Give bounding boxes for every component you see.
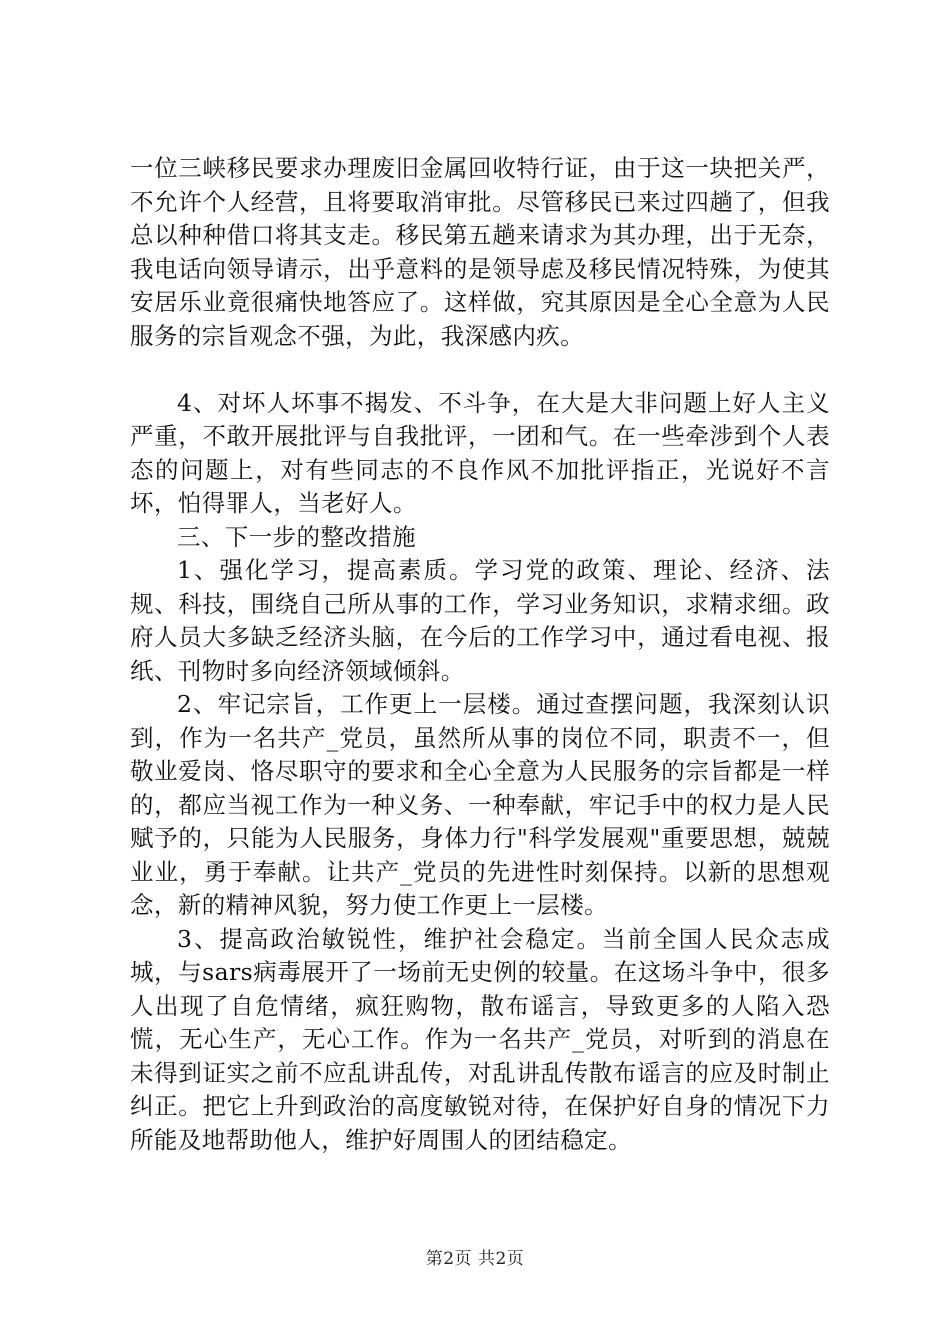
paragraph-measure-1: 1、强化学习，提高素质。学习党的政策、理论、经济、法规、科技，围绕自己所从事的工作，学习业务知识，求精求细。政府人员大多缺乏经济头脑，在今后的工作学习中，通过看电视、报纸、刊物时多向经济领域倾斜。 xyxy=(130,556,830,685)
paragraph-item-4: 4、对坏人坏事不揭发、不斗争，在大是大非问题上好人主义严重，不敢开展批评与自我批评，一团和气。在一些牵涉到个人表态的问题上，对有些同志的不良作风不加批评指正，光说好不言坏，怕得罪人，当老好人。 xyxy=(130,388,830,517)
page-footer: 第2页 共2页 xyxy=(425,1249,525,1269)
paragraph-continuation: 一位三峡移民要求办理废旧金属回收特行证，由于这一块把关严，不允许个人经营，且将要取消审批。尽管移民已来过四趟了，但我总以种种借口将其支走。移民第五趟来请求为其办理，出于无奈，我电话向领导请示，出乎意料的是领导虑及移民情况特殊，为使其安居乐业竟很痛快地答应了。这样做，究其原因是全心全意为人民服务的宗旨观念不强，为此，我深感内疚。 xyxy=(130,154,830,350)
document-body xyxy=(130,152,830,1157)
section-heading: 三、下一步的整改措施 xyxy=(177,522,416,551)
paragraph-measure-2: 2、牢记宗旨，工作更上一层楼。通过查摆问题，我深刻认识到，作为一名共产_党员，虽然所从事的岗位不同，职责不一，但敬业爱岗、恪尽职守的要求和全心全意为人民服务的宗旨都是一样的，都应当视工作为一种义务、一种奉献，牢记手中的权力是人民赋予的，只能为人民服务，身体力行"科学发展观"重要思想，兢兢业业，勇于奉献。让共产_党员的先进性时刻保持。以新的思想观念，新的精神风貌，努力使工作更上一层楼。 xyxy=(130,690,830,919)
paragraph-measure-3: 3、提高政治敏锐性，维护社会稳定。当前全国人民众志成城，与sars病毒展开了一场前无史例的较量。在这场斗争中，很多人出现了自危情绪，疯狂购物，散布谣言，导致更多的人陷入恐慌，无心生产，无心工作。作为一名共产_党员，对听到的消息在未得到证实之前不应乱讲乱传，对乱讲乱传散布谣言的应及时制止纠正。把它上升到政治的高度敏锐对待，在保护好自身的情况下力所能及地帮助他人，维护好周围人的团结稳定。 xyxy=(130,924,830,1154)
